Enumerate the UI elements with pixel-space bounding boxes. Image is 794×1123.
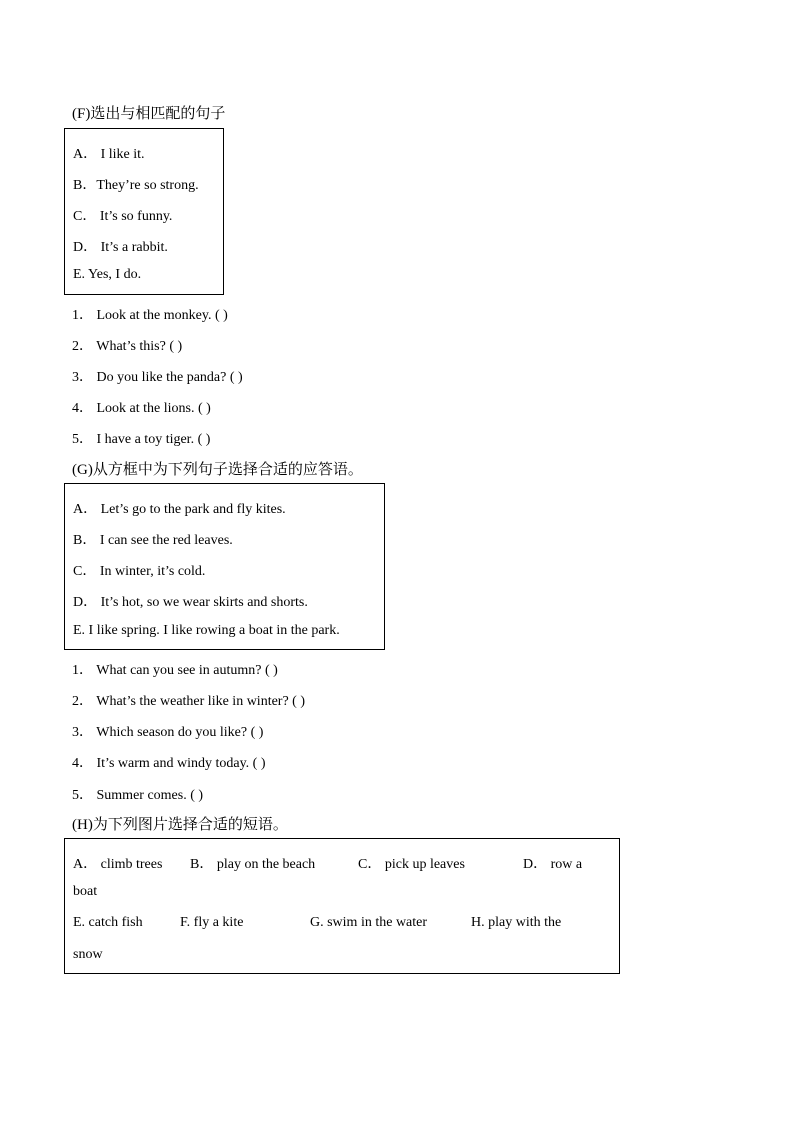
- option-c: C． pick up leaves: [358, 857, 465, 872]
- question-1: 1． What can you see in autumn? ( ): [72, 663, 278, 678]
- option-d: D． It’s hot, so we wear skirts and shorts.: [73, 595, 308, 610]
- question-2: 2． What’s the weather like in winter? ( ): [72, 694, 305, 709]
- option-h-continued: snow: [73, 947, 103, 962]
- option-b: B． I can see the red leaves.: [73, 533, 233, 548]
- option-d-continued: boat: [73, 884, 98, 899]
- option-b: B． play on the beach: [190, 857, 316, 872]
- question-5: 5． I have a toy tiger. ( ): [72, 432, 211, 447]
- option-d: D． row a: [523, 857, 583, 872]
- option-a: A． climb trees: [73, 857, 163, 872]
- option-h: H. play with the: [471, 915, 562, 930]
- section-f-heading: (F)选出与相匹配的句子: [72, 106, 226, 122]
- option-e: E. Yes, I do.: [73, 267, 142, 282]
- option-d: D． It’s a rabbit.: [73, 240, 168, 255]
- question-3: 3． Which season do you like? ( ): [72, 725, 264, 740]
- section-f-options-box: [64, 128, 224, 295]
- option-c: C． It’s so funny.: [73, 209, 173, 224]
- question-1: 1． Look at the monkey. ( ): [72, 308, 228, 323]
- section-h-options-box: [64, 838, 620, 974]
- question-4: 4． It’s warm and windy today. ( ): [72, 756, 266, 771]
- question-3: 3． Do you like the panda? ( ): [72, 370, 243, 385]
- option-c: C． In winter, it’s cold.: [73, 564, 206, 579]
- option-f: F. fly a kite: [180, 915, 244, 930]
- option-e: E. catch fish: [73, 915, 143, 930]
- section-h-heading: (H)为下列图片选择合适的短语。: [72, 817, 288, 833]
- question-5: 5． Summer comes. ( ): [72, 788, 204, 803]
- section-g-options-box: [64, 483, 385, 650]
- option-g: G. swim in the water: [310, 915, 428, 930]
- question-4: 4． Look at the lions. ( ): [72, 401, 211, 416]
- option-e: E. I like spring. I like rowing a boat in the park.: [73, 623, 340, 638]
- section-g-heading: (G)从方框中为下列句子选择合适的应答语。: [72, 462, 363, 478]
- option-b: B．They’re so strong.: [73, 178, 199, 193]
- option-a: A． Let’s go to the park and fly kites.: [73, 502, 286, 517]
- option-a: A． I like it.: [73, 147, 145, 162]
- question-2: 2． What’s this? ( ): [72, 339, 183, 354]
